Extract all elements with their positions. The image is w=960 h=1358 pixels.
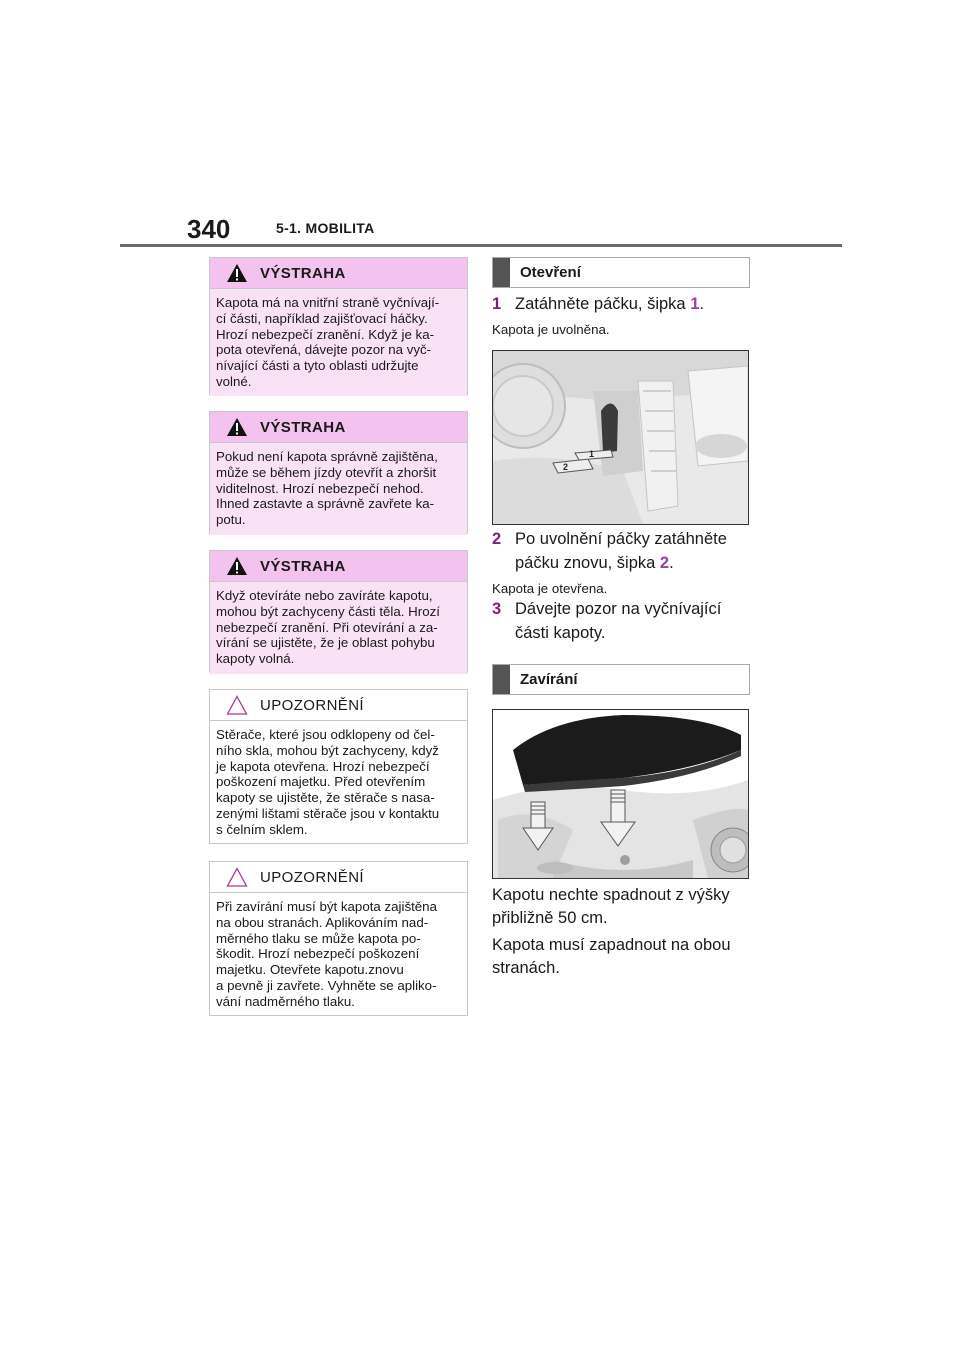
step-2	[492, 527, 727, 575]
arrow-reference: 1	[690, 295, 700, 313]
warning-title-bar	[210, 412, 467, 443]
step-number: 1	[492, 295, 502, 313]
figure-hood-closing	[492, 709, 749, 879]
hood-release-illustration	[493, 351, 748, 524]
warning-triangle-icon	[226, 417, 248, 437]
note-released: Kapota je uvolněna.	[492, 322, 610, 337]
warning-title: VÝSTRAHA	[260, 265, 346, 282]
warning-title: VÝSTRAHA	[260, 558, 346, 575]
step-number: 2	[492, 530, 502, 548]
closing-paragraph-2: Kapota musí zapadnout na obou stranách.	[492, 936, 731, 977]
page-number: 340	[187, 214, 231, 244]
step-text: části kapoty.	[515, 624, 606, 642]
step-end: .	[669, 554, 674, 572]
warning-title-bar	[210, 258, 467, 289]
warning-title-bar	[210, 551, 467, 582]
hood-closing-illustration	[493, 710, 748, 878]
closing-paragraph-1: Kapotu nechte spadnout z výšky přibližně 50 cm.	[492, 886, 730, 927]
figure-label-1: 1	[589, 449, 595, 459]
figure-label-2: 2	[563, 462, 569, 472]
notice-triangle-icon	[226, 695, 248, 715]
note-opened: Kapota je otevřena.	[492, 581, 608, 596]
section-heading-closing	[492, 664, 750, 695]
warning-box-2	[209, 411, 468, 534]
notice-title-bar	[210, 690, 467, 721]
warning-box-3	[209, 550, 468, 673]
step-1	[492, 292, 704, 316]
heading-bar	[493, 258, 510, 287]
section-heading-opening	[492, 257, 750, 288]
notice-triangle-icon	[226, 867, 248, 887]
step-end: .	[699, 295, 704, 313]
warning-text: Kapota má na vnitřní straně vyčnívají- cí části, například zajišťovací háčky. Hrozí nebezpečí zranění. Když je ka- pota otevřená, dávejte pozor na vyč- nívající části a tyto oblasti udržujte volné.	[210, 289, 467, 396]
notice-box-1	[209, 689, 468, 844]
step-text: Dávejte pozor na vyčnívající	[515, 600, 722, 618]
step-text: Zatáhněte páčku, šipka	[515, 295, 691, 313]
warning-text: Pokud není kapota správně zajištěna, může se během jízdy otevřít a zhoršit viditelnost. Hrozí nebezpečí nehod. Ihned zastavte a správně zavřete ka- potu.	[210, 443, 467, 535]
heading-label: Otevření	[520, 264, 581, 281]
heading-label: Zavírání	[520, 671, 578, 688]
notice-text: Při zavírání musí být kapota zajištěna na obou stranách. Aplikováním nad- měrného tlaku se může kapota po- škodit. Hrozí nebezpečí poškození majetku. Otevřete kapotu.znovu a pevně ji zavřete. Vyhněte se apliko- vání nadměrného tlaku.	[210, 893, 467, 1010]
step-text: páčku znovu, šipka	[515, 554, 660, 572]
header-divider	[120, 244, 842, 247]
warning-triangle-icon	[226, 263, 248, 283]
notice-title: UPOZORNĚNÍ	[260, 697, 365, 714]
warning-title: VÝSTRAHA	[260, 419, 346, 436]
notice-text: Stěrače, které jsou odklopeny od čel- ního skla, mohou být zachyceny, když je kapota otevřena. Hrozí nebezpečí poškození majetku. Před otevřením kapoty se ujistěte, že stěrače s nasa- zenými lištami stěrače jsou v kontaktu s čelním sklem.	[210, 721, 467, 838]
warning-triangle-icon	[226, 556, 248, 576]
step-3	[492, 597, 721, 645]
notice-title: UPOZORNĚNÍ	[260, 869, 365, 886]
notice-box-2	[209, 861, 468, 1016]
section-title: 5-1. MOBILITA	[276, 220, 375, 236]
step-number: 3	[492, 600, 502, 618]
heading-bar	[493, 665, 510, 694]
notice-title-bar	[210, 862, 467, 893]
figure-hood-release-lever	[492, 350, 749, 525]
arrow-reference: 2	[659, 554, 670, 572]
warning-text: Když otevíráte nebo zavíráte kapotu, mohou být zachyceny části těla. Hrozí nebezpečí zranění. Při otevírání a za- vírání se ujistěte, že je oblast pohybu kapoty volná.	[210, 582, 467, 674]
step-text: Po uvolnění páčky zatáhněte	[515, 530, 727, 548]
warning-box-1	[209, 257, 468, 395]
